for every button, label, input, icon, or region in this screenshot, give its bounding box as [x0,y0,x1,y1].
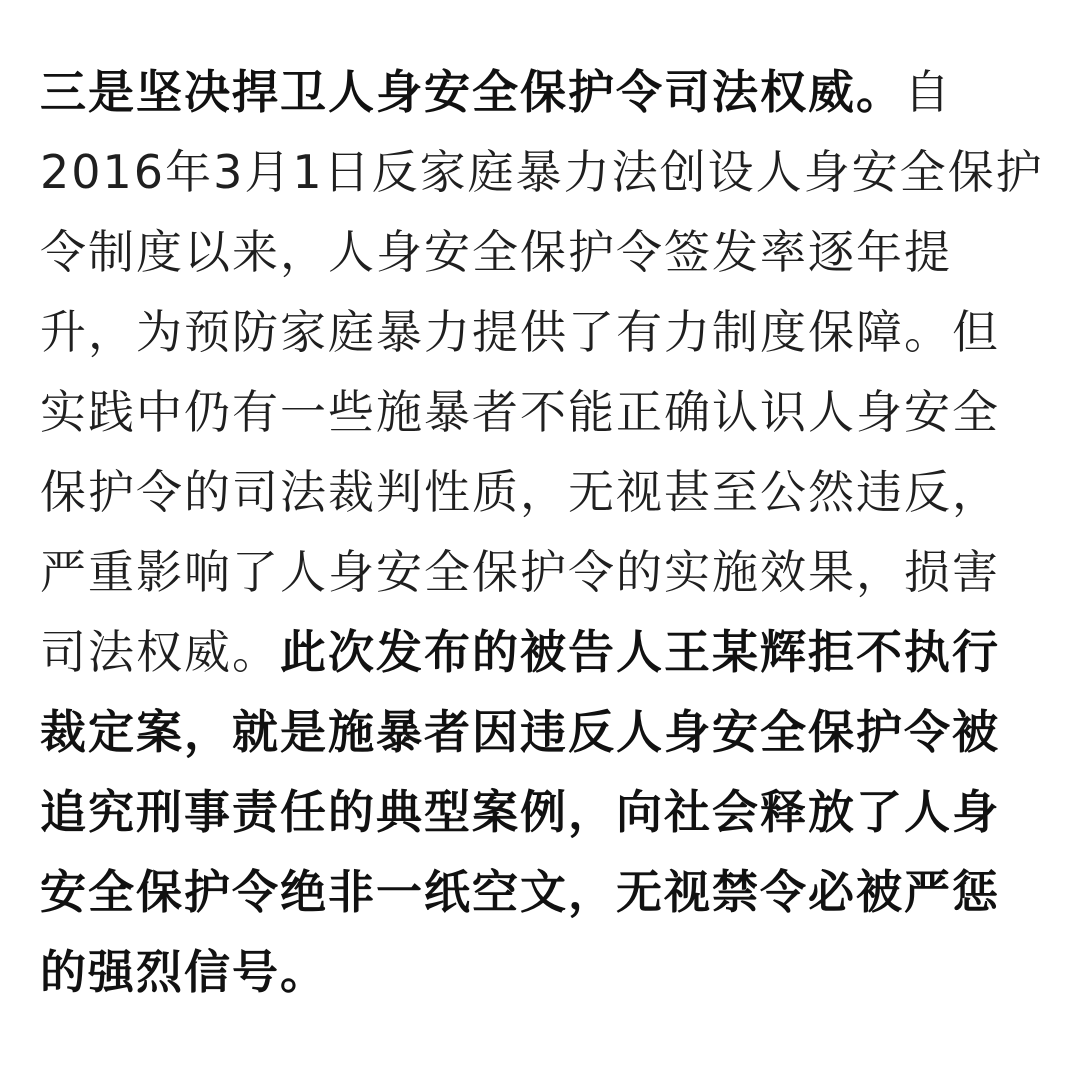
bold-text: 三是坚决捍卫人身安全保护令司法权威。 [40,65,904,119]
normal-text: 2016年3月1日反家庭暴力法创设人身安全保护 [40,145,1044,199]
paragraph-line-9 [40,692,1040,772]
normal-text: 保护令的司法裁判性质，无视甚至公然违反， [40,465,1000,519]
paragraph-line-1 [40,52,1040,132]
bold-text: 裁定案，就是施暴者因违反人身安全保护令被 [40,705,1000,759]
paragraph-line-4 [40,292,1040,372]
normal-text: 自 [904,65,952,119]
bold-text: 追究刑事责任的典型案例，向社会释放了人身 [40,785,1000,839]
paragraph-line-3 [40,212,1040,292]
bold-text: 安全保护令绝非一纸空文，无视禁令必被严惩 [40,865,1000,919]
bold-text: 的强烈信号。 [40,945,328,999]
bold-text: 此次发布的被告人王某辉拒不执行 [280,625,1000,679]
normal-text: 令制度以来，人身安全保护令签发率逐年提 [40,225,952,279]
article-paragraph [40,52,1044,1012]
paragraph-line-2 [40,132,1044,212]
paragraph-line-12 [40,932,1040,1012]
paragraph-line-8 [40,612,1040,692]
paragraph-line-10 [40,772,1040,852]
paragraph-line-5 [40,372,1040,452]
normal-text: 实践中仍有一些施暴者不能正确认识人身安全 [40,385,1000,439]
normal-text: 严重影响了人身安全保护令的实施效果，损害 [40,545,1000,599]
normal-text: 升，为预防家庭暴力提供了有力制度保障。但 [40,305,1000,359]
normal-text: 司法权威。 [40,625,280,679]
paragraph-line-7 [40,532,1040,612]
paragraph-line-11 [40,852,1040,932]
paragraph-line-6 [40,452,1040,532]
